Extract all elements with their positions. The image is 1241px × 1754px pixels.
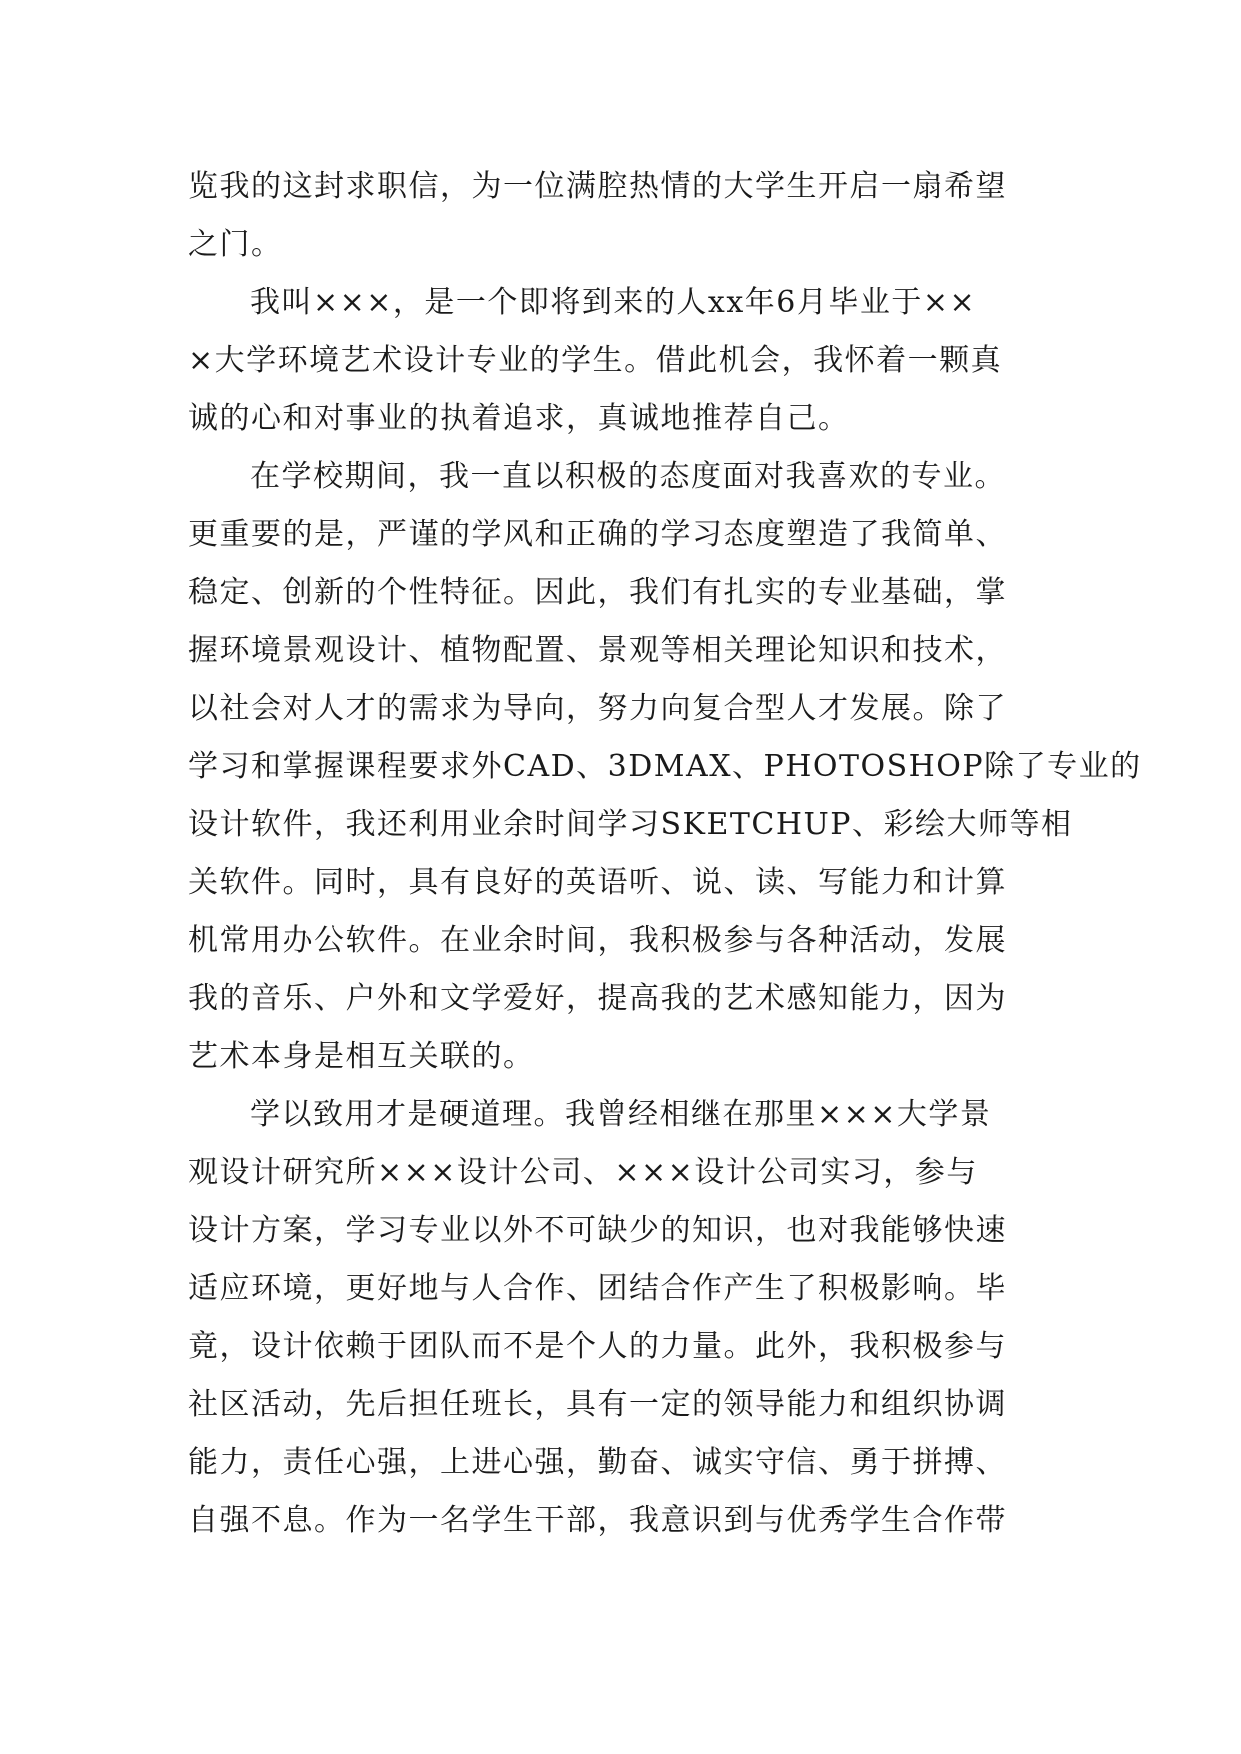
text-line: 社区活动，先后担任班长，具有一定的领导能力和组织协调 [188, 1387, 1007, 1422]
paragraph-start-line: 在学校期间，我一直以积极的态度面对我喜欢的专业。 [250, 459, 1006, 494]
text-line: 竟，设计依赖于团队而不是个人的力量。此外，我积极参与 [188, 1329, 1007, 1364]
text-line: 关软件。同时，具有良好的英语听、说、读、写能力和计算 [188, 865, 1007, 900]
text-line: 诚的心和对事业的执着追求，真诚地推荐自己。 [188, 401, 850, 436]
text-line: 更重要的是，严谨的学风和正确的学习态度塑造了我简单、 [188, 517, 1007, 552]
text-line: 学习和掌握课程要求外CAD、3DMAX、PHOTOSHOP除了专业的 [188, 749, 1142, 784]
text-line: 设计软件，我还利用业余时间学习SKETCHUP、彩绘大师等相 [188, 807, 1073, 842]
text-line: 机常用办公软件。在业余时间，我积极参与各种活动，发展 [188, 923, 1007, 958]
text-line: ×大学环境艺术设计专业的学生。借此机会，我怀着一颗真 [188, 343, 1003, 378]
text-line: 设计方案，学习专业以外不可缺少的知识，也对我能够快速 [188, 1213, 1007, 1248]
text-line: 观设计研究所×××设计公司、×××设计公司实习，参与 [188, 1155, 978, 1190]
letter-body [188, 158, 1142, 1550]
text-line: 我的音乐、户外和文学爱好，提高我的艺术感知能力，因为 [188, 981, 1007, 1016]
text-line: 以社会对人才的需求为导向，努力向复合型人才发展。除了 [188, 691, 1007, 726]
text-line: 握环境景观设计、植物配置、景观等相关理论知识和技术， [188, 633, 1007, 668]
text-line: 艺术本身是相互关联的。 [188, 1039, 535, 1074]
text-line: 自强不息。作为一名学生干部，我意识到与优秀学生合作带 [188, 1503, 1007, 1538]
paragraph-start-line: 学以致用才是硬道理。我曾经相继在那里×××大学景 [250, 1097, 992, 1132]
text-line: 稳定、创新的个性特征。因此，我们有扎实的专业基础，掌 [188, 575, 1007, 610]
text-line: 览我的这封求职信，为一位满腔热情的大学生开启一扇希望 [188, 169, 1007, 204]
text-line: 适应环境，更好地与人合作、团结合作产生了积极影响。毕 [188, 1271, 1007, 1306]
text-line: 之门。 [188, 227, 283, 262]
paragraph-start-line: 我叫×××，是一个即将到来的人xx年6月毕业于×× [250, 285, 977, 320]
text-line: 能力，责任心强，上进心强，勤奋、诚实守信、勇于拼搏、 [188, 1445, 1007, 1480]
